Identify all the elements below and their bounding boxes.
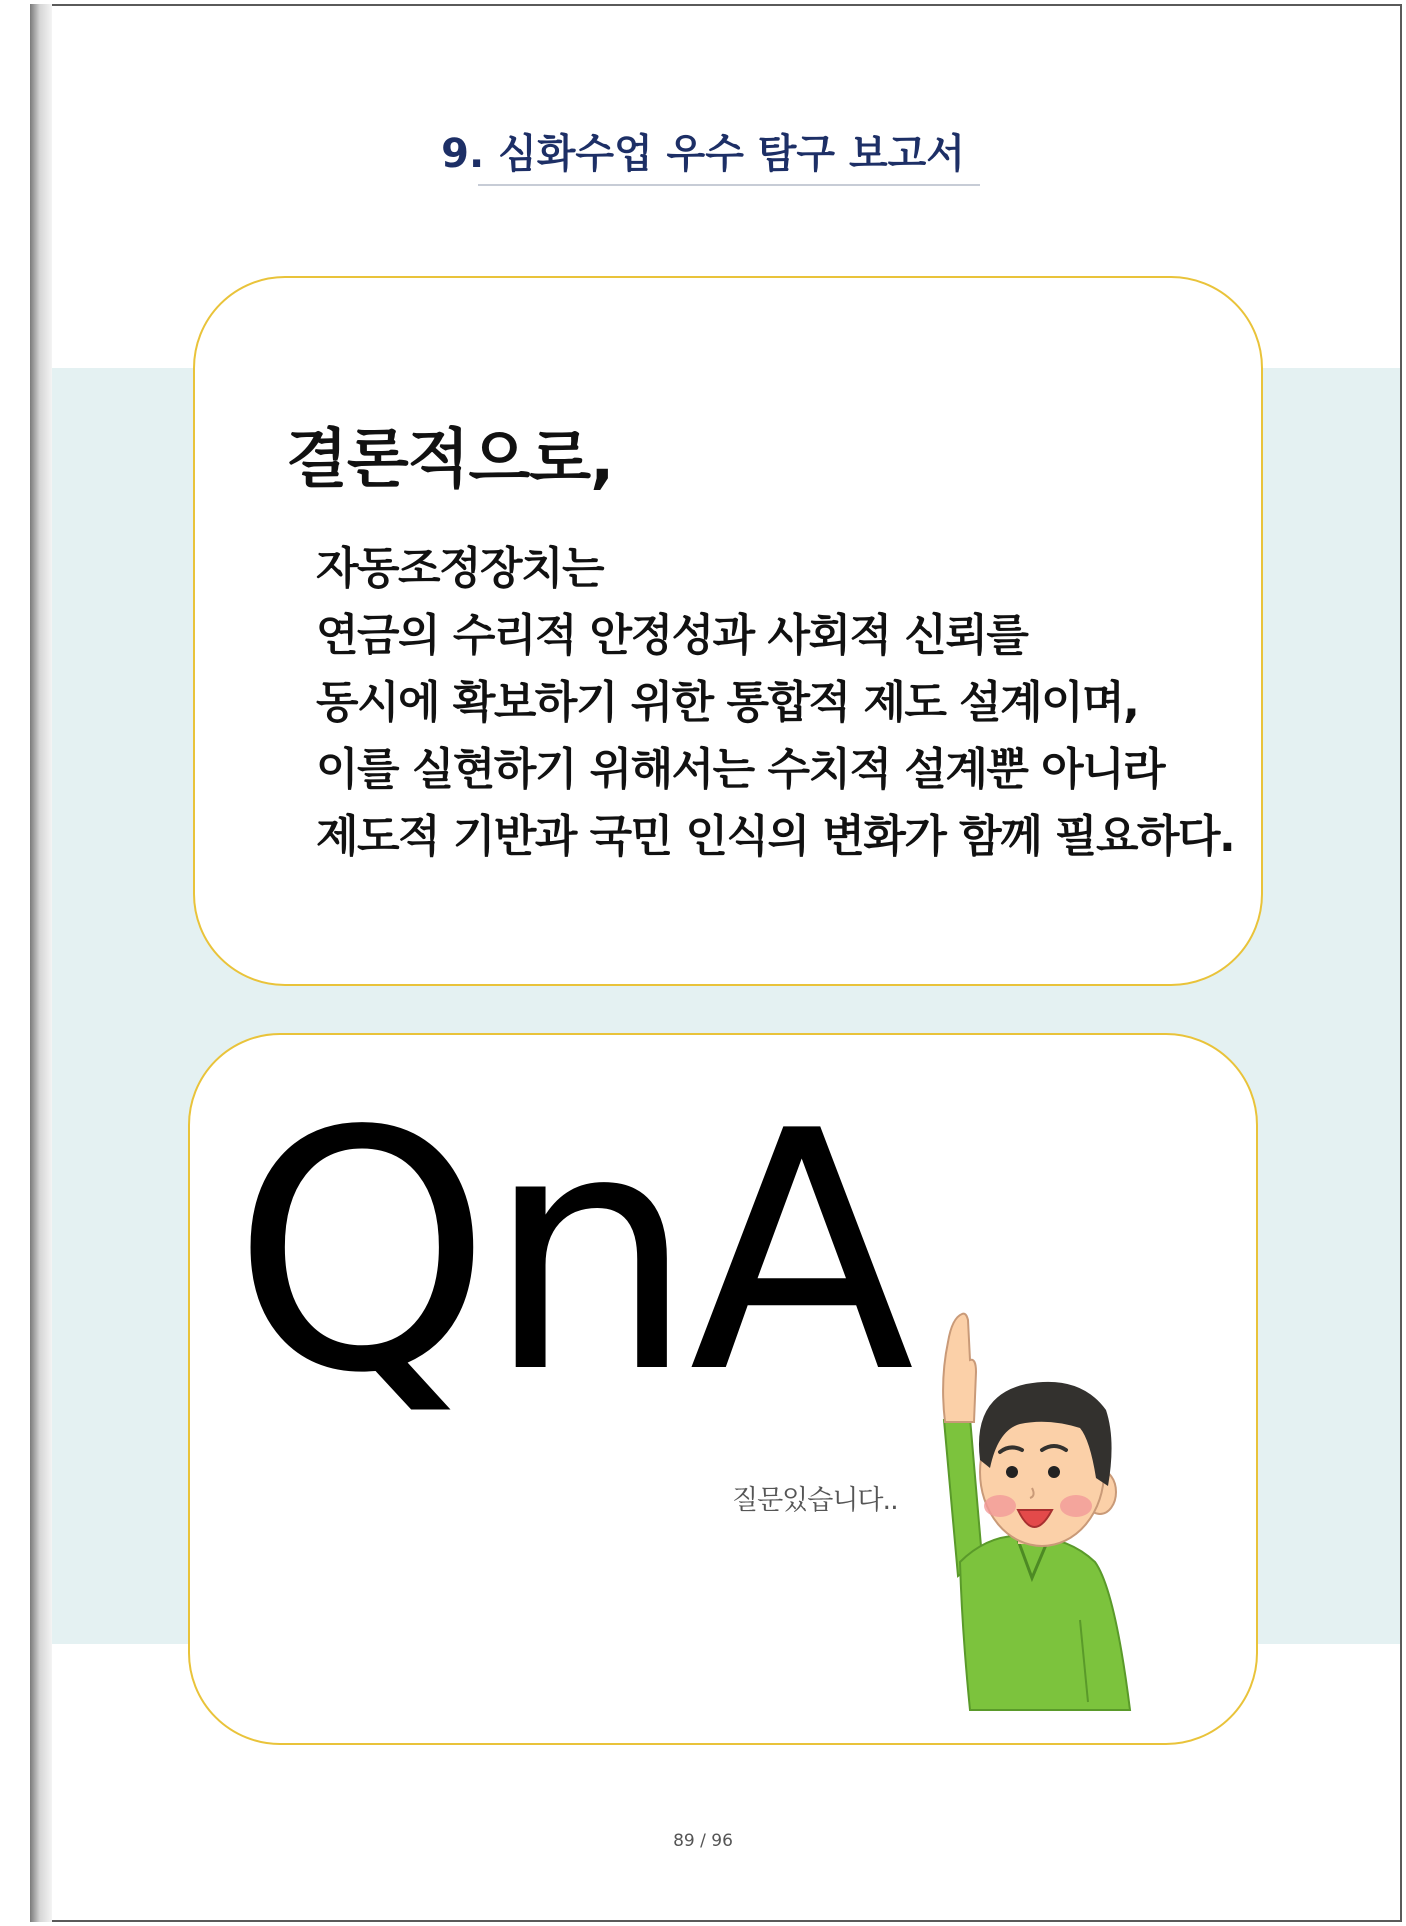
conclusion-body xyxy=(316,535,1234,870)
speech-text: 질문있습니다.. xyxy=(732,1485,898,1516)
page-spine xyxy=(30,4,52,1922)
qna-title: QnA xyxy=(232,1061,909,1445)
conclusion-line: 동시에 확보하기 위한 통합적 제도 설계이며, xyxy=(316,677,1139,728)
person-raising-hand-illustration xyxy=(930,1300,1140,1720)
title-underline xyxy=(478,184,980,186)
conclusion-line: 제도적 기반과 국민 인식의 변화가 함께 필요하다. xyxy=(316,811,1235,862)
conclusion-line: 연금의 수리적 안정성과 사회적 신뢰를 xyxy=(316,610,1028,661)
page-number: 89 / 96 xyxy=(673,1831,733,1851)
conclusion-heading: 결론적으로, xyxy=(286,423,614,497)
conclusion-line: 자동조정장치는 xyxy=(316,543,604,594)
conclusion-line: 이를 실현하기 위해서는 수치적 설계뿐 아니라 xyxy=(316,744,1165,795)
page-title: 9. 심화수업 우수 탐구 보고서 xyxy=(441,131,965,177)
